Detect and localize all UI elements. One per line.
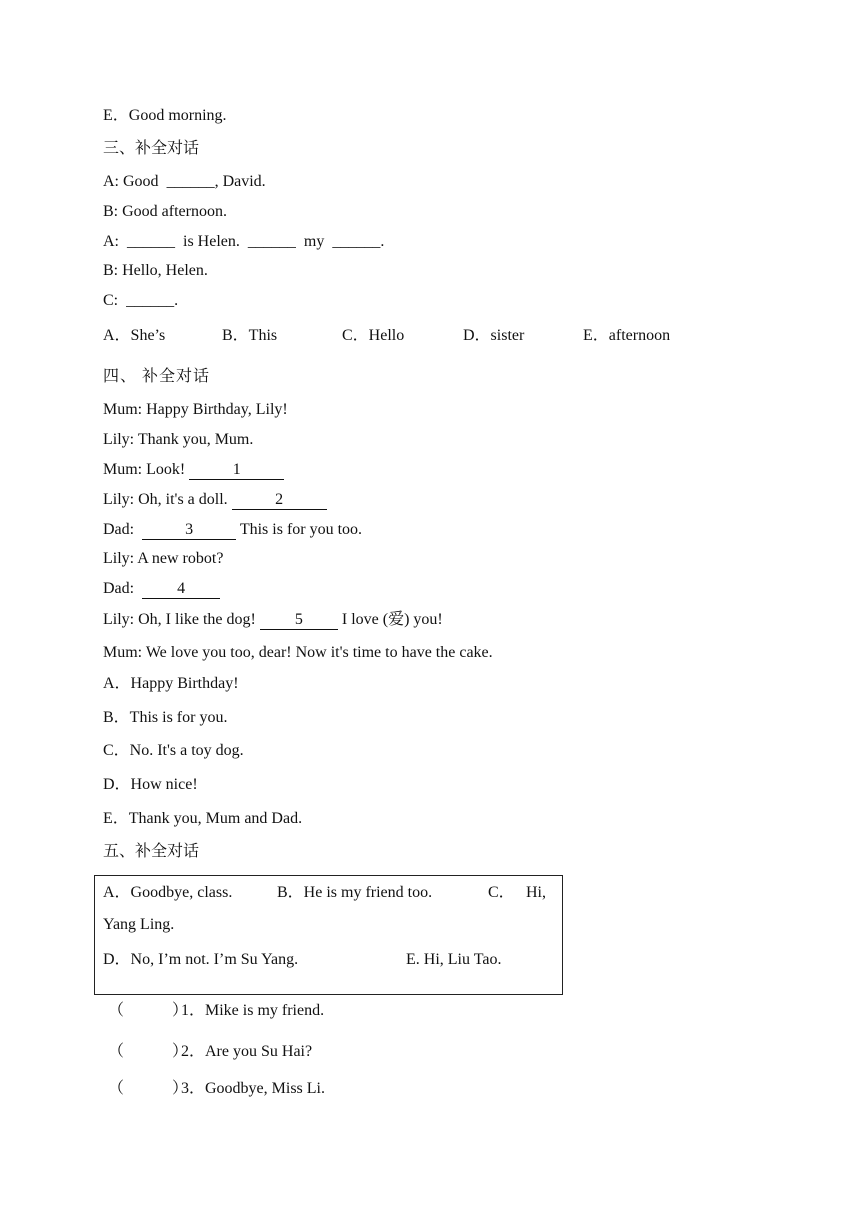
sec4-dialog-line-7: [103, 579, 220, 599]
question-1: 1．Mike is my friend.: [181, 1002, 325, 1019]
answer-blank-5[interactable]: 5: [260, 612, 338, 630]
dialog-text: my: [303, 233, 325, 250]
answer-paren-2[interactable]: （ ）: [108, 1043, 189, 1060]
question-3: 3．Goodbye, Miss Li.: [181, 1080, 326, 1097]
dialog-text: is Helen.: [183, 233, 240, 250]
section4-heading: 四、 补全对话: [103, 368, 211, 385]
sec3-dialog-line-3: [103, 232, 384, 252]
box-option-c-label: C．: [488, 884, 515, 901]
dialog-text: Lily: Oh, it's a doll.: [103, 491, 232, 508]
answer-paren-3[interactable]: （ ）: [108, 1080, 189, 1097]
dialog-text: , David.: [214, 173, 266, 190]
box-option-a: A．Goodbye, class.: [103, 884, 233, 901]
sec4-dialog-line-9: Mum: We love you too, dear! Now it's time to have the cake.: [103, 644, 493, 661]
box-option-c-name: Yang Ling.: [103, 916, 175, 933]
sec3-option-d: D．sister: [463, 327, 525, 344]
sec4-dialog-line-6: Lily: A new robot?: [103, 550, 224, 567]
dialog-text: Lily: Oh, I like the dog!: [103, 611, 260, 628]
answer-blank[interactable]: ______: [166, 173, 215, 190]
sec3-dialog-line-4: B: Hello, Helen.: [103, 262, 208, 279]
dialog-text: .: [174, 292, 179, 309]
sec4-dialog-line-2: Lily: Thank you, Mum.: [103, 431, 254, 448]
answer-paren-1[interactable]: （ ）: [108, 1002, 189, 1019]
sec4-option-b: B．This is for you.: [103, 709, 228, 726]
box-option-c-hi: Hi,: [526, 884, 546, 901]
answer-blank-1[interactable]: 1: [189, 462, 284, 480]
sec3-option-b: B．This: [222, 327, 278, 344]
answer-blank-4[interactable]: 4: [142, 581, 220, 599]
answer-blank[interactable]: ______: [332, 233, 381, 250]
sec4-dialog-line-1: Mum: Happy Birthday, Lily!: [103, 401, 288, 418]
sec3-option-c: C．Hello: [342, 327, 405, 344]
dialog-text: Mum: Look!: [103, 461, 190, 478]
question-2: 2．Are you Su Hai?: [181, 1043, 313, 1060]
answer-blank[interactable]: ______: [126, 292, 175, 309]
sec3-option-a: A．She’s: [103, 327, 166, 344]
answer-blank-3[interactable]: 3: [142, 522, 236, 540]
dialog-text: Dad:: [103, 580, 139, 597]
option-e-good-morning: E．Good morning.: [103, 107, 227, 124]
dialog-text: Dad:: [103, 521, 139, 538]
sec4-option-c: C．No. It's a toy dog.: [103, 742, 244, 759]
box-option-d: D．No, I’m not. I’m Su Yang.: [103, 951, 299, 968]
dialog-text: I love (爱) you!: [337, 611, 443, 628]
sec3-dialog-line-2: B: Good afternoon.: [103, 203, 227, 220]
sec3-dialog-line-5: [103, 291, 178, 311]
answer-blank[interactable]: ______: [247, 233, 296, 250]
sec4-option-a: A．Happy Birthday!: [103, 675, 239, 692]
dialog-text: .: [380, 233, 385, 250]
sec4-dialog-line-3: [103, 460, 284, 480]
box-option-e: E. Hi, Liu Tao.: [406, 951, 502, 968]
sec4-dialog-line-4: [103, 490, 327, 510]
speaker-text: C:: [103, 292, 123, 309]
speaker-text: A:: [103, 233, 123, 250]
sec3-dialog-line-1: [103, 172, 266, 192]
answer-blank[interactable]: ______: [127, 233, 175, 250]
sec4-option-d: D．How nice!: [103, 776, 198, 793]
section3-heading: 三、补全对话: [103, 140, 200, 157]
sec4-dialog-line-8: [103, 610, 443, 630]
answer-blank-2[interactable]: 2: [232, 492, 327, 510]
sec4-option-e: E．Thank you, Mum and Dad.: [103, 810, 303, 827]
box-option-b: B．He is my friend too.: [277, 884, 433, 901]
sec3-option-e: E．afternoon: [583, 327, 671, 344]
speaker-text: A: Good: [103, 173, 163, 190]
sec4-dialog-line-5: [103, 520, 362, 540]
section5-heading: 五、补全对话: [103, 843, 200, 860]
dialog-text: This is for you too.: [236, 521, 363, 538]
